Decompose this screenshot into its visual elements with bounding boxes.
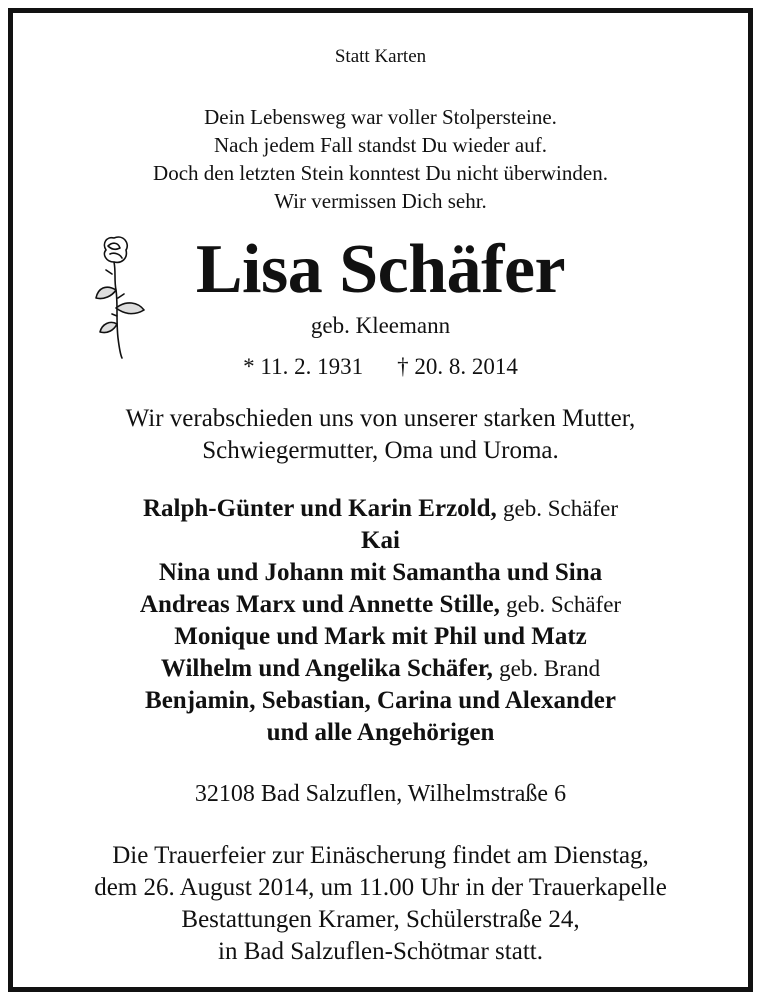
- family-names: Monique und Mark mit Phil und Matz: [174, 623, 587, 650]
- address: 32108 Bad Salzuflen, Wilhelmstraße 6: [194, 781, 567, 807]
- verse: [0, 103, 761, 215]
- farewell-line: Schwiegermutter, Oma und Uroma.: [202, 437, 559, 464]
- family-entry: [0, 493, 761, 525]
- life-dates: [0, 354, 761, 380]
- family-names: und alle Angehörigen: [266, 719, 495, 746]
- birth-date: * 11. 2. 1931: [243, 354, 364, 379]
- family-entry: [0, 525, 761, 557]
- family-names: Wilhelm und Angelika Schäfer,: [160, 655, 493, 682]
- family-names: Benjamin, Sebastian, Carina und Alexander: [145, 687, 616, 714]
- family-names: Ralph-Günter und Karin Erzold,: [143, 495, 497, 522]
- service-info: [0, 840, 761, 968]
- service-line: in Bad Salzuflen-Schötmar statt.: [218, 938, 543, 965]
- farewell-line: Wir verabschieden uns von unserer starken Mutter,: [125, 405, 636, 432]
- birth-name: geb. Kleemann: [310, 313, 451, 338]
- header-statt-karten: Statt Karten: [334, 46, 427, 67]
- farewell-text: [0, 403, 761, 467]
- family-names: Kai: [361, 527, 400, 554]
- family-list: [0, 493, 761, 749]
- family-entry: [0, 621, 761, 653]
- family-entry: [0, 653, 761, 685]
- service-line: dem 26. August 2014, um 11.00 Uhr in der Trauerkapelle: [94, 874, 667, 901]
- family-entry: [0, 685, 761, 717]
- service-line: Bestattungen Kramer, Schülerstraße 24,: [181, 906, 580, 933]
- family-names: Nina und Johann mit Samantha und Sina: [158, 559, 603, 586]
- family-note: geb. Brand: [499, 656, 601, 681]
- death-date: † 20. 8. 2014: [397, 354, 518, 379]
- family-entry: [0, 717, 761, 749]
- verse-line: Dein Lebensweg war voller Stolpersteine.: [204, 105, 557, 129]
- family-entry: [0, 557, 761, 589]
- verse-line: Wir vermissen Dich sehr.: [274, 189, 487, 213]
- service-line: Die Trauerfeier zur Einäscherung findet am Dienstag,: [112, 842, 649, 869]
- verse-line: Nach jedem Fall standst Du wieder auf.: [214, 133, 547, 157]
- family-note: geb. Schäfer: [503, 496, 618, 521]
- family-entry: [0, 589, 761, 621]
- verse-line: Doch den letzten Stein konntest Du nicht überwinden.: [153, 161, 608, 185]
- family-note: geb. Schäfer: [506, 592, 622, 617]
- family-names: Andreas Marx und Annette Stille,: [139, 591, 500, 618]
- deceased-name: Lisa Schäfer: [195, 231, 566, 308]
